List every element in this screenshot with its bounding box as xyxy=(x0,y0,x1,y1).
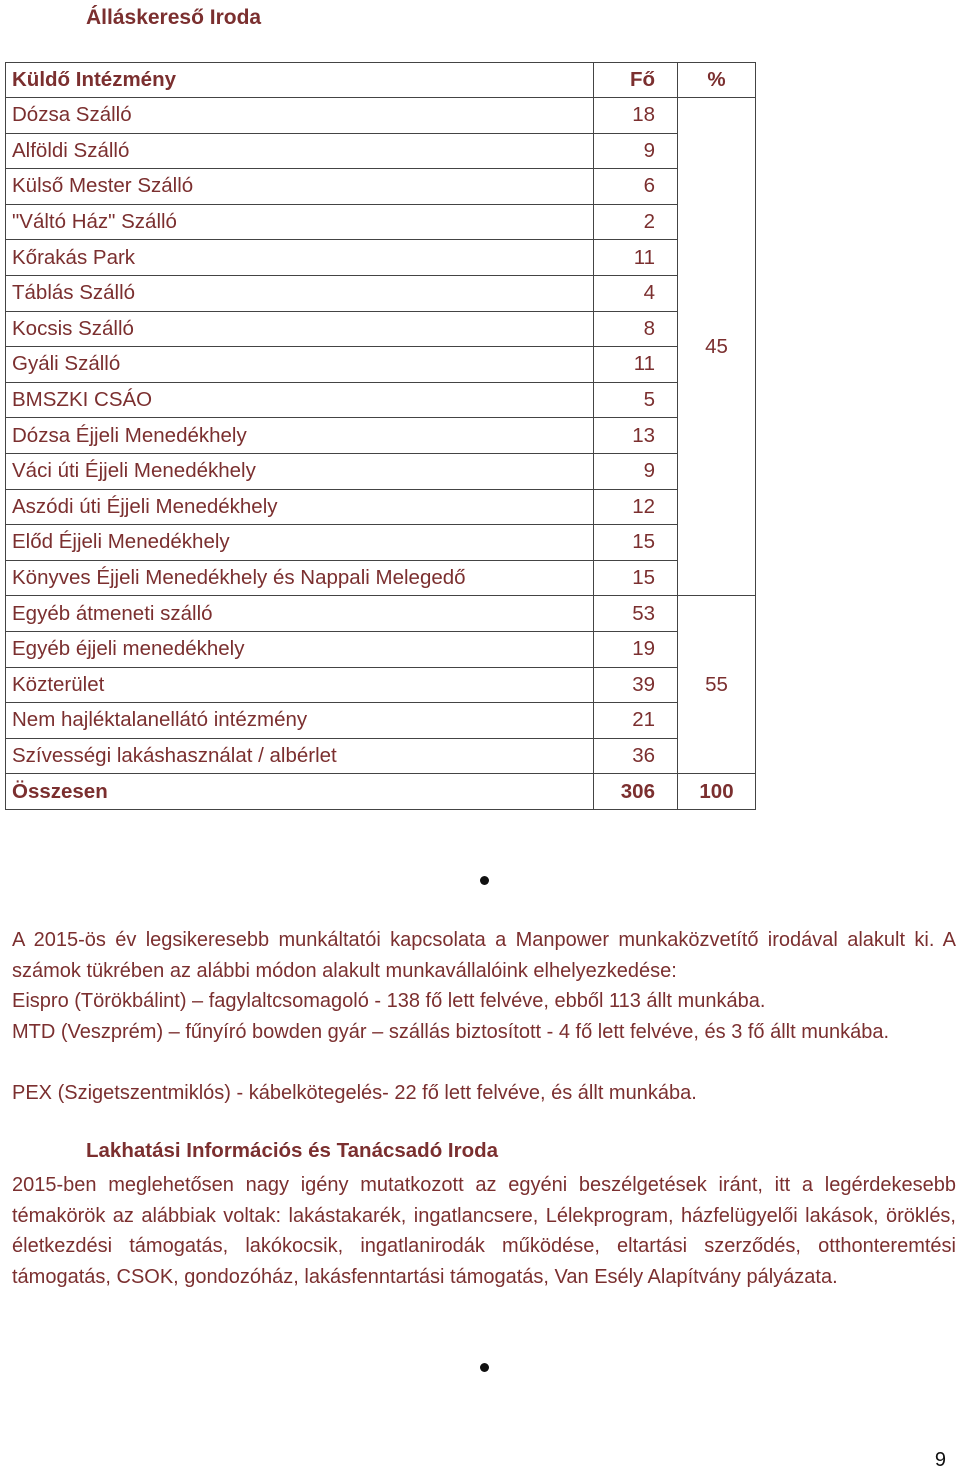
table-row xyxy=(6,275,756,311)
table-row xyxy=(6,169,756,205)
referral-table xyxy=(5,62,756,810)
count-cell: 15 xyxy=(594,525,678,561)
count-cell: 11 xyxy=(594,347,678,383)
count-cell: 8 xyxy=(594,311,678,347)
header-count: Fő xyxy=(594,63,678,98)
count-cell: 9 xyxy=(594,133,678,169)
table-row xyxy=(6,347,756,383)
table-row xyxy=(6,703,756,739)
count-cell: 13 xyxy=(594,418,678,454)
count-cell: 4 xyxy=(594,275,678,311)
count-cell: 11 xyxy=(594,240,678,276)
table-row xyxy=(6,311,756,347)
institution-cell: Egyéb átmeneti szálló xyxy=(6,596,594,632)
bullet-icon xyxy=(480,876,489,885)
count-cell: 39 xyxy=(594,667,678,703)
table-row xyxy=(6,596,756,632)
table-row xyxy=(6,240,756,276)
count-cell: 19 xyxy=(594,631,678,667)
group-percent-other: 55 xyxy=(678,596,756,774)
institution-cell: Könyves Éjjeli Menedékhely és Nappali Melegedő xyxy=(6,560,594,596)
institution-cell: BMSZKI CSÁO xyxy=(6,382,594,418)
header-institution: Küldő Intézmény xyxy=(6,63,594,98)
table-row xyxy=(6,98,756,134)
table-row xyxy=(6,418,756,454)
header-percent: % xyxy=(678,63,756,98)
count-cell: 9 xyxy=(594,453,678,489)
institution-cell: Nem hajléktalanellátó intézmény xyxy=(6,703,594,739)
table-row xyxy=(6,560,756,596)
table-row xyxy=(6,667,756,703)
count-cell: 21 xyxy=(594,703,678,739)
section-title-housing-office: Lakhatási Információs és Tanácsadó Iroda xyxy=(86,1139,499,1162)
institution-cell: Közterület xyxy=(6,667,594,703)
table-row xyxy=(6,133,756,169)
institution-cell: Dózsa Éjjeli Menedékhely xyxy=(6,418,594,454)
institution-cell: Kocsis Szálló xyxy=(6,311,594,347)
institution-cell: Kőrakás Park xyxy=(6,240,594,276)
count-cell: 6 xyxy=(594,169,678,205)
total-label: Összesen xyxy=(6,774,594,810)
institution-cell: Előd Éjjeli Menedékhely xyxy=(6,525,594,561)
institution-cell: Aszódi úti Éjjeli Menedékhely xyxy=(6,489,594,525)
institution-cell: Váci úti Éjjeli Menedékhely xyxy=(6,453,594,489)
page-number: 9 xyxy=(934,1449,946,1471)
count-cell: 12 xyxy=(594,489,678,525)
table-row xyxy=(6,382,756,418)
count-cell: 18 xyxy=(594,98,678,134)
institution-cell: Gyáli Szálló xyxy=(6,347,594,383)
table-row xyxy=(6,738,756,774)
count-cell: 15 xyxy=(594,560,678,596)
table-header-row xyxy=(6,63,756,98)
count-cell: 5 xyxy=(594,382,678,418)
table-row xyxy=(6,204,756,240)
institution-cell: Dózsa Szálló xyxy=(6,98,594,134)
table-row xyxy=(6,525,756,561)
table-total-row xyxy=(6,774,756,810)
institution-cell: "Váltó Ház" Szálló xyxy=(6,204,594,240)
group-percent-shelters: 45 xyxy=(678,98,756,596)
institution-cell: Szívességi lakáshasználat / albérlet xyxy=(6,738,594,774)
count-cell: 36 xyxy=(594,738,678,774)
paragraph-employment-intro: A 2015-ös év legsikeresebb munkáltatói kapcsolata a Manpower munkaközvetítő irodával alakult ki. A számok tükrében az alábbi módon alakult munkavállalóink elhelyezkedése: xyxy=(12,929,956,982)
institution-cell: Táblás Szálló xyxy=(6,275,594,311)
section-title-job-office: Álláskereső Iroda xyxy=(86,6,262,29)
bullet-icon xyxy=(480,1363,489,1372)
paragraph-pex: PEX (Szigetszentmiklós) - kábelkötegelés- 22 fő lett felvéve, és állt munkába. xyxy=(12,1082,697,1104)
count-cell: 53 xyxy=(594,596,678,632)
total-percent: 100 xyxy=(678,774,756,810)
institution-cell: Alföldi Szálló xyxy=(6,133,594,169)
institution-cell: Egyéb éjjeli menedékhely xyxy=(6,631,594,667)
table-row xyxy=(6,453,756,489)
table-row xyxy=(6,631,756,667)
paragraph-eispro: Eispro (Törökbálint) – fagylaltcsomagoló - 138 fő lett felvéve, ebből 113 állt munkába. xyxy=(12,990,766,1012)
count-cell: 2 xyxy=(594,204,678,240)
institution-cell: Külső Mester Szálló xyxy=(6,169,594,205)
total-count: 306 xyxy=(594,774,678,810)
table-row xyxy=(6,489,756,525)
paragraph-housing-topics: 2015-ben meglehetősen nagy igény mutatkozott az egyéni beszélgetések iránt, itt a legérdekesebb témakörök az alábbiak voltak: lakástakarék, ingatlancsere, Lélekprogram, házfelügyelői lakások, öröklés, életkezdési támogatás, lakókocsik, ingatlanirodák működése, eltartási szerződés, otthonteremtési támogatás, CSOK, gondozóház, lakásfenntartási támogatás, Van Esély Alapítvány pályázata. xyxy=(12,1174,956,1288)
paragraph-mtd: MTD (Veszprém) – fűnyíró bowden gyár – szállás biztosított - 4 fő lett felvéve, és 3 fő állt munkába. xyxy=(12,1021,890,1043)
